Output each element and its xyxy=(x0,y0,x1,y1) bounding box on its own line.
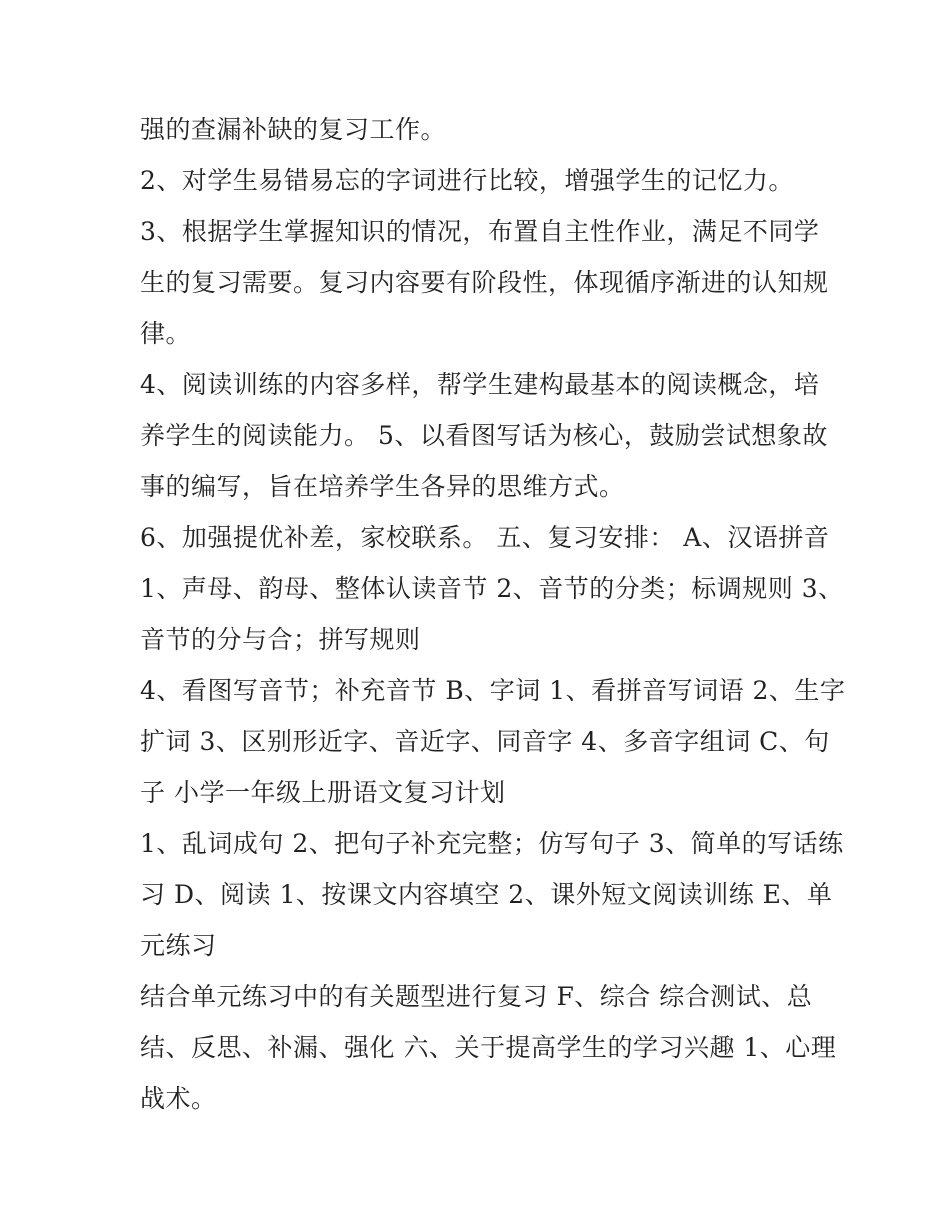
text-line: 战术。 xyxy=(140,1084,217,1113)
text-line: 生的复习需要。复习内容要有阶段性，体现循序渐进的认知规 xyxy=(140,268,829,297)
text-line: 元练习 xyxy=(140,931,217,960)
text-line: 1、乱词成句 2、把句子补充完整；仿写句子 3、简单的写话练 xyxy=(140,829,844,858)
document-body xyxy=(140,108,846,1128)
text-line: 4、阅读训练的内容多样，帮学生建构最基本的阅读概念，培 xyxy=(140,370,820,399)
text-line: 结、反思、补漏、强化 六、关于提高学生的学习兴趣 1、心理 xyxy=(140,1033,837,1062)
text-line: 6、加强提优补差，家校联系。 五、复习安排： A、汉语拼音 xyxy=(140,523,830,552)
text-line: 习 D、阅读 1、按课文内容填空 2、课外短文阅读训练 E、单 xyxy=(140,880,833,909)
text-line: 事的编写，旨在培养学生各异的思维方式。 xyxy=(140,472,625,501)
text-line: 音节的分与合；拼写规则 xyxy=(140,625,421,654)
text-line: 4、看图写音节；补充音节 B、字词 1、看拼音写词语 2、生字 xyxy=(140,676,846,705)
text-line: 强的查漏补缺的复习工作。 xyxy=(140,115,447,144)
text-line: 结合单元练习中的有关题型进行复习 F、综合 综合测试、总 xyxy=(140,982,813,1011)
text-line: 养学生的阅读能力。 5、以看图写话为核心，鼓励尝试想象故 xyxy=(140,421,828,450)
text-line: 扩词 3、区别形近字、音近字、同音字 4、多音字组词 C、句 xyxy=(140,727,830,756)
text-line: 律。 xyxy=(140,319,192,348)
text-line: 子 小学一年级上册语文复习计划 xyxy=(140,778,506,807)
text-line: 1、声母、韵母、整体认读音节 2、音节的分类；标调规则 3、 xyxy=(140,574,844,603)
text-line: 3、根据学生掌握知识的情况，布置自主性作业，满足不同学 xyxy=(140,217,820,246)
text-line: 2、对学生易错易忘的字词进行比较，增强学生的记忆力。 xyxy=(140,166,794,195)
